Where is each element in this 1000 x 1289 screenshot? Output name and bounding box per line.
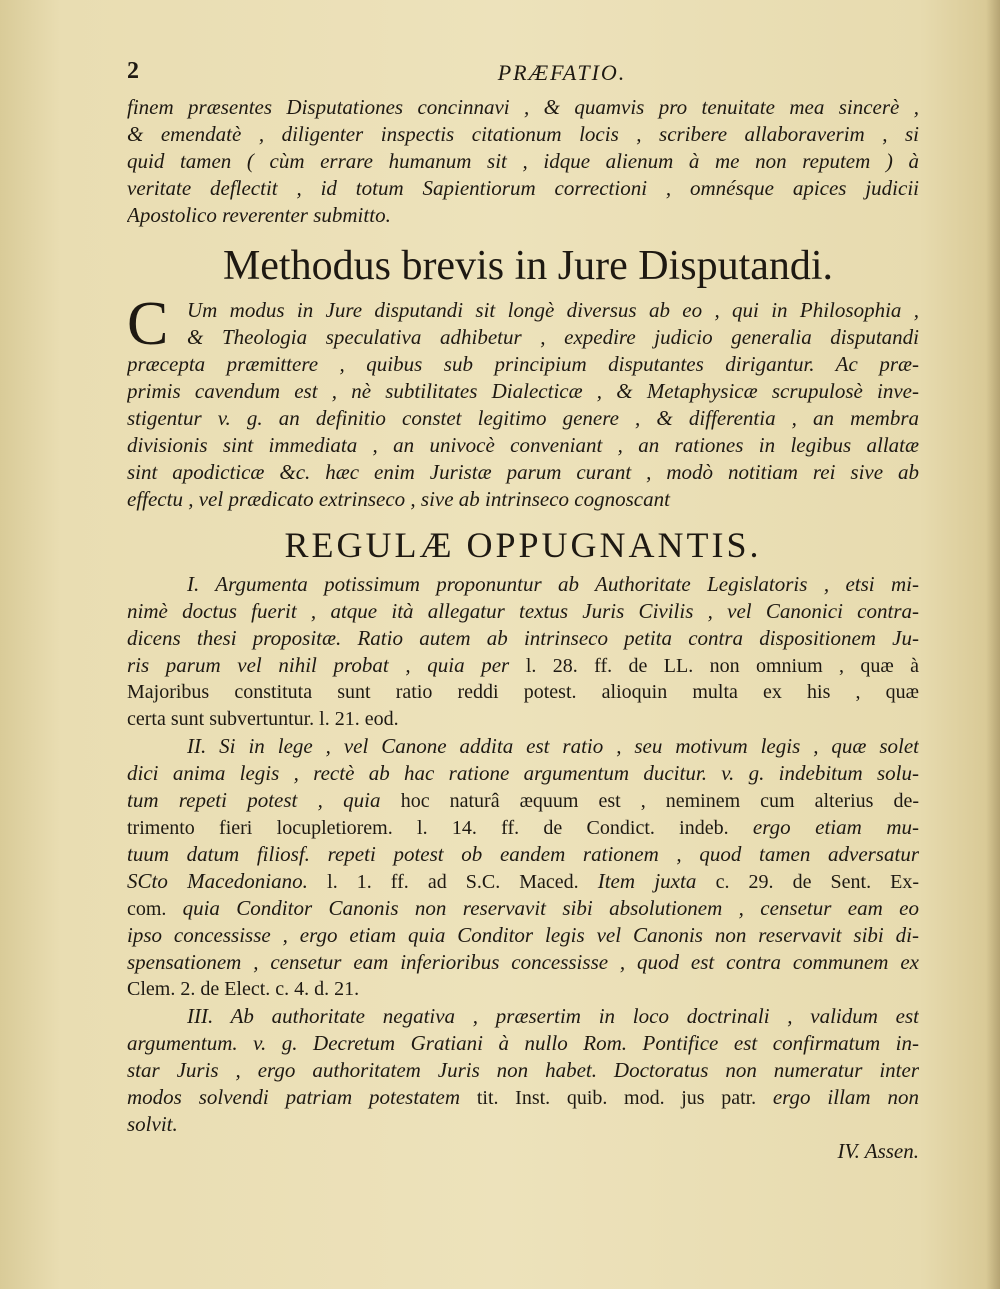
section-title: Methodus brevis in Jure Disputandi. xyxy=(222,243,834,289)
text-line: ipso concessisse , ergo etiam quia Conditor legis vel Canonis non reservavit sibi di- xyxy=(127,923,919,947)
text-line: III. Ab authoritate negativa , præsertim in loco doctrinali , validum est xyxy=(187,1004,919,1028)
text-line: certa sunt subvertuntur. l. 21. eod. xyxy=(127,708,399,730)
text-italic: ergo etiam mu- xyxy=(752,815,919,839)
text-italic: modos solvendi patriam potestatem xyxy=(127,1085,477,1109)
methodus-paragraph xyxy=(127,290,919,513)
page-number: 2 xyxy=(127,58,139,84)
text-line: Clem. 2. de Elect. c. 4. d. 21. xyxy=(127,978,360,1000)
text-line: II. Si in lege , vel Canone addita est ratio , seu motivum legis , quæ solet xyxy=(187,734,919,758)
text-roman: trimento fieri locupletiorem. l. 14. ff. de Condict. indeb. xyxy=(127,817,753,839)
text-line xyxy=(127,814,919,841)
drop-cap: C xyxy=(127,290,169,358)
text-line: solvit. xyxy=(127,1112,178,1136)
text-line: nimè doctus fuerit , atque ità allegatur textus Juris Civilis , vel Canonici contra- xyxy=(127,599,919,623)
text-line xyxy=(127,895,919,922)
text-line: argumentum. v. g. Decretum Gratiani à nullo Rom. Pontifice est confirmatum in- xyxy=(127,1031,919,1055)
text-line: sint apodicticæ &c. hæc enim Juristæ parum curant , modò notitiam rei sive ab xyxy=(127,460,919,484)
text-line: tuum datum filiosf. repeti potest ob eandem rationem , quod tamen adversatur xyxy=(127,842,919,866)
text-line: divisionis sint immediata , an univocè conveniant , an rationes in legibus allatæ xyxy=(127,433,919,457)
regulae-title: REGULÆ OPPUGNANTIS. xyxy=(284,525,762,565)
text-italic: Item juxta xyxy=(597,869,716,893)
text-line: veritate deflectit , id totum Sapientiorum correctioni , omnésque apices judicii xyxy=(127,176,919,200)
text-line: Um modus in Jure disputandi sit longè diversus ab eo , qui in Philosophia , xyxy=(187,298,919,322)
text-line: dici anima legis , rectè ab hac ratione argumentum ducitur. v. g. indebitum solu- xyxy=(127,761,919,785)
text-line: I. Argumenta potissimum proponuntur ab Authoritate Legislatoris , etsi mi- xyxy=(187,572,919,596)
text-line: stigentur v. g. an definitio constet legitimo genere , & differentia , an membra xyxy=(127,406,919,430)
preface-paragraph xyxy=(127,94,919,229)
text-line: finem præsentes Disputationes concinnavi , & quamvis pro tenuitate mea sincerè , xyxy=(127,95,919,119)
running-head: PRÆFATIO. xyxy=(497,60,627,85)
text-line: & emendatè , diligenter inspectis citationum locis , scribere allaboraverim , si xyxy=(127,122,919,146)
regula-2 xyxy=(127,733,919,1003)
text-line xyxy=(127,652,919,679)
text-italic: ris parum vel nihil probat , quia per xyxy=(127,653,526,677)
text-line: star Juris , ergo authoritatem Juris non habet. Doctoratus non numeratur inter xyxy=(127,1058,919,1082)
text-line: primis cavendum est , nè subtilitates Dialecticæ , & Metaphysicæ scrupulosè inve- xyxy=(127,379,919,403)
text-roman: hoc naturâ æquum est , neminem cum alterius de- xyxy=(400,790,919,812)
text-italic: tum repeti potest , quia xyxy=(127,788,401,812)
text-line: Apostolico reverenter submitto. xyxy=(127,203,391,227)
text-line: præcepta præmittere , quibus sub principium disputantes dirigantur. Ac præ- xyxy=(127,352,919,376)
text-roman: com. xyxy=(127,898,183,920)
page-header xyxy=(127,58,917,90)
text-line: quid tamen ( cùm errare humanum sit , idque alienum à me non reputem ) à xyxy=(127,149,919,173)
regula-3 xyxy=(127,1003,919,1165)
text-roman: l. 28. ff. de LL. non omnium , quæ à xyxy=(525,655,919,677)
text-line: dicens thesi propositæ. Ratio autem ab intrinseco petita contra dispositionem Ju- xyxy=(127,626,919,650)
text-line: & Theologia speculativa adhibetur , expedire judicio generalia disputandi xyxy=(187,325,919,349)
text-line xyxy=(127,1084,919,1111)
text-line: spensationem , censetur eam inferioribus concessisse , quod est contra communem ex xyxy=(127,950,919,974)
text-roman: c. 29. de Sent. Ex- xyxy=(715,871,919,893)
text-italic: quia Conditor Canonis non reservavit sibi absolutionem , censetur eam eo xyxy=(182,896,919,920)
text-italic: SCto Macedoniano. xyxy=(127,869,328,893)
text-line: effectu , vel prædicato extrinseco , sive ab intrinseco cognoscant xyxy=(127,487,670,511)
page-edge-shadow xyxy=(986,0,1000,1289)
text-line xyxy=(127,787,919,814)
regula-1 xyxy=(127,571,919,733)
text-line: Majoribus constituta sunt ratio reddi potest. alioquin multa ex his , quæ xyxy=(127,681,919,703)
text-roman: l. 1. ff. ad S.C. Maced. xyxy=(327,871,598,893)
text-line xyxy=(127,868,919,895)
page-body xyxy=(127,94,919,1165)
text-italic: ergo illam non xyxy=(772,1085,919,1109)
catchword: IV. Assen. xyxy=(837,1139,919,1163)
text-roman: tit. Inst. quib. mod. jus patr. xyxy=(476,1087,773,1109)
